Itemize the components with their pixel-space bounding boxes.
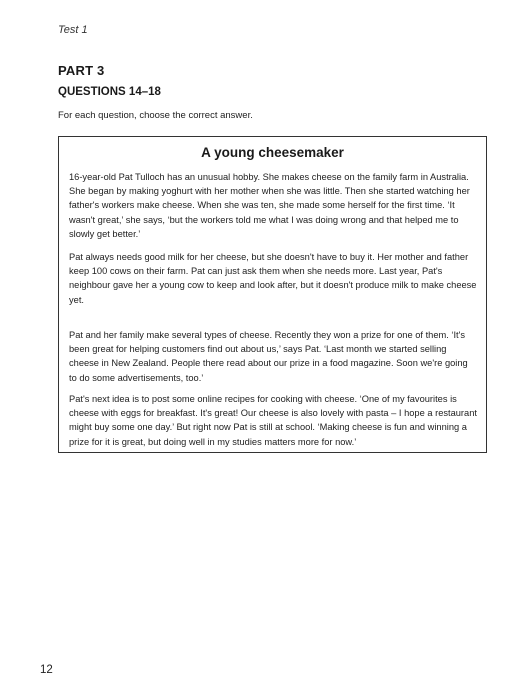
article-paragraph-3: Pat and her family make several types of cheese. Recently they won a prize for one of them. ‘It's been great for helping customers find out about us,’ says Pat. ‘Last month we started selling cheese in New Zealand. People there read about our prize in a food magazine. Soon we're going to do some advertisements, too.’	[69, 330, 468, 383]
part-title: PART 3	[58, 63, 105, 78]
article-paragraph-1: 16-year-old Pat Tulloch has an unusual hobby. She makes cheese on the family farm in Australia. She began by making yoghurt with her mother when she was little. Then she started watching her father's workers make cheese. When she was ten, she made some herself for the first time. ‘It wasn't great,’ she says, ‘but the workers told me what I was doing wrong and that helped me to slowly get better.’	[69, 172, 470, 239]
instruction-text: For each question, choose the correct answer.	[58, 110, 253, 121]
article-paragraph-4: Pat's next idea is to post some online recipes for cooking with cheese. ‘One of my favourites is cheese with eggs for breakfast. It's great! Our cheese is also lovely with pasta – I hope a restaurant might buy some one day.’ But right now Pat is still at school. ‘Making cheese is fun and winning a prize for it is great, but doing well in my studies matters more for now.’	[69, 394, 477, 447]
article-paragraph-2: Pat always needs good milk for her cheese, but she doesn't have to buy it. Her mother and father keep 100 cows on their farm. Pat can just ask them when she needs more. Last year, Pat's neighbour gave her a young cow to keep and look after, but it doesn't produce milk to make cheese yet.	[69, 252, 477, 305]
questions-title: QUESTIONS 14–18	[58, 86, 161, 98]
running-head: Test 1	[58, 24, 88, 36]
article-title: A young cheesemaker	[201, 145, 344, 160]
page-number: 12	[40, 664, 53, 676]
reading-text-box	[58, 136, 487, 453]
